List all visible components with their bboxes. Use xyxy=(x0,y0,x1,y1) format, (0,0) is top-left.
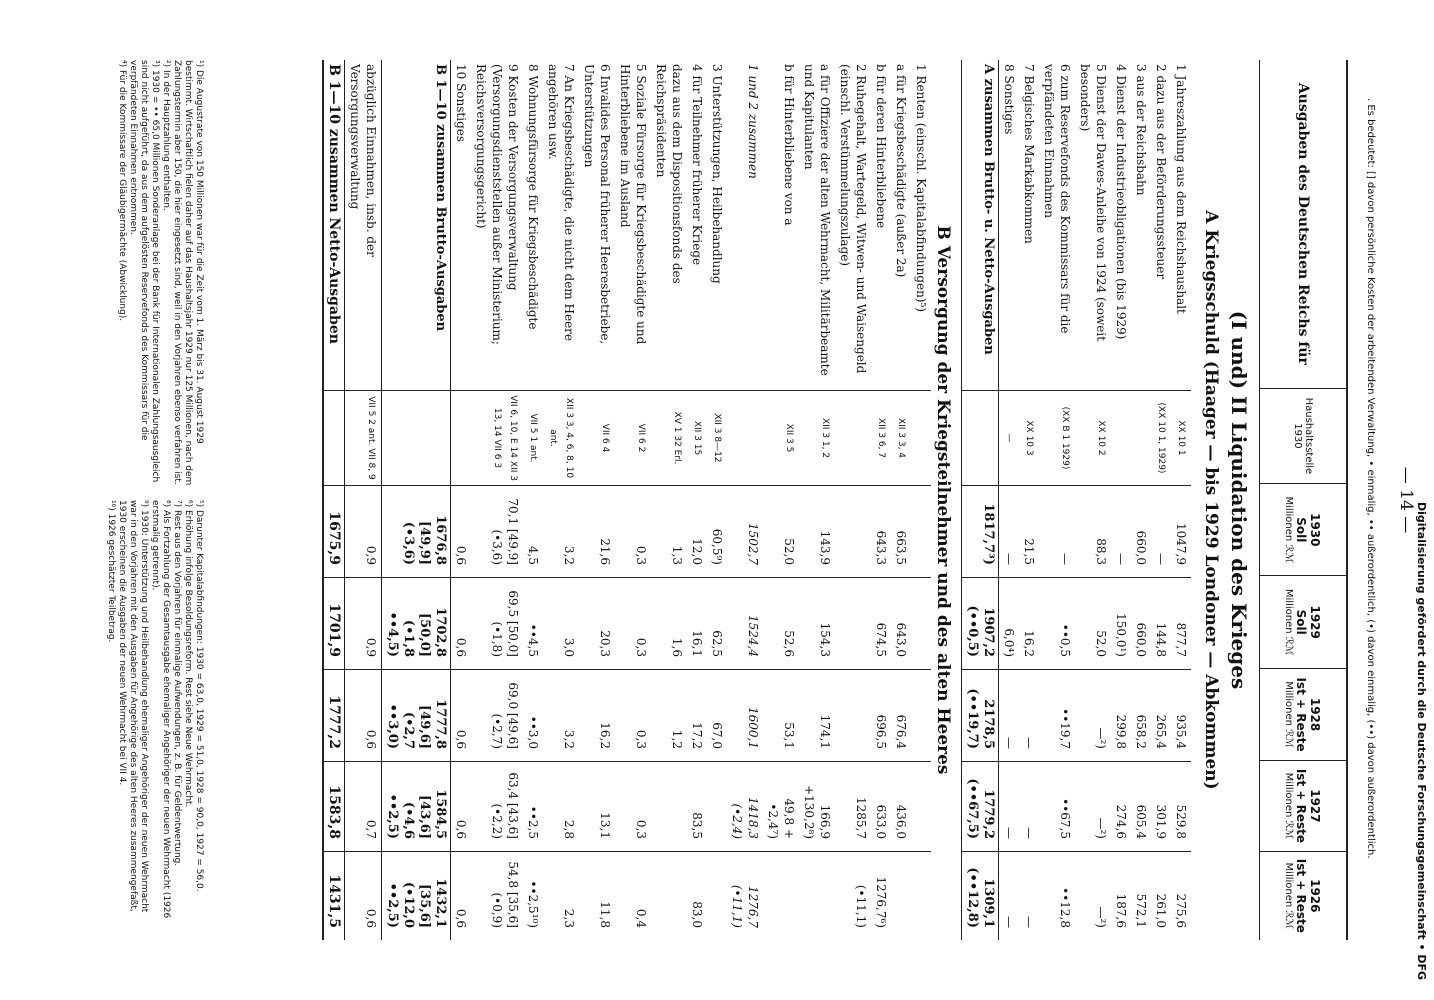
header-haushaltsstelle: Haushaltsstelle 1930 xyxy=(1260,388,1346,483)
row-value: — xyxy=(1151,485,1171,577)
row-label: B 1—10 zusammen Netto-Ausgaben xyxy=(326,64,342,344)
row-haushaltsstelle: XII 3 3, 4, 6, 8, 10 ant. xyxy=(543,390,579,485)
row-value: 1907,2 (••0,5) xyxy=(962,577,998,669)
row-label: a für Offiziere der alten Wehrmacht, Militärbeamte und Kapitulanten xyxy=(802,64,832,376)
row-value: 174,1 xyxy=(799,669,835,761)
row-label: 6 zum Reservefonds des Kommissars für die verpfändeten Einnahmen xyxy=(1042,64,1072,334)
total-row xyxy=(961,60,999,940)
row-value: 11,8 xyxy=(579,851,615,940)
row-value: ••19,7 xyxy=(1039,669,1075,761)
row-value: 166,9 +130,2⁸) xyxy=(799,761,835,851)
row-haushaltsstelle: XX 10 2 xyxy=(1075,390,1111,485)
footnote: ¹⁰) 1926 geschätzter Teilbetrag. xyxy=(106,500,116,643)
row-label: 4 für Teilnehmer früherer Kriege xyxy=(690,64,704,266)
table-row xyxy=(1131,60,1151,940)
row-value: 187,6 xyxy=(1111,851,1131,940)
row-value: 301,9 xyxy=(1151,761,1171,851)
row-label: 3 aus der Reichsbahn xyxy=(1134,64,1148,196)
row-value xyxy=(707,761,727,851)
row-value: 1047,9 xyxy=(1171,485,1191,577)
row-value: 1600,1 xyxy=(727,669,763,761)
row-value: ••0,5 xyxy=(1039,577,1075,669)
row-value: 49,8 + •2,4⁷) xyxy=(763,761,799,851)
row-value: 935,4 xyxy=(1171,669,1191,761)
row-value: 21,6 xyxy=(579,485,615,577)
row-value: 274,6 xyxy=(1111,761,1131,851)
row-value: 660,0 xyxy=(1131,577,1151,669)
footnote: ⁸) Als Fortzahlung der Gesamtausgabe ehemaliger Angehöriger der neuen Wehrmacht (1926 erstmalig getrennt). xyxy=(150,500,171,919)
row-value: 1702,8 [50,0] (•1,8 ••4,5) xyxy=(382,577,450,669)
row-haushaltsstelle: XX 10 3 xyxy=(1019,390,1039,485)
table-row xyxy=(871,60,891,940)
table-row xyxy=(471,60,523,940)
row-label: 6 Invalides Personal früherer Heeresbetriebe, Unterstützungen xyxy=(582,64,612,345)
row-value xyxy=(799,851,835,940)
row-label: 2 Ruhegehalt, Wartegeld, Witwen- und Waisengeld (einschl. Verstümmelungszulage) xyxy=(838,64,868,374)
row-value: 12,0 xyxy=(687,485,707,577)
row-haushaltsstelle xyxy=(1111,390,1131,485)
row-value: 17,2 xyxy=(687,669,707,761)
header-label: Ausgaben des Deutschen Reichs für xyxy=(1295,82,1311,365)
table-row xyxy=(1171,60,1191,940)
table-row xyxy=(1075,60,1111,940)
row-value: 0,9 xyxy=(345,577,381,669)
row-label: 1 Renten (einschl. Kapitalabfindungen)⁵) xyxy=(914,64,928,313)
footnote: ⁵) Darunter Kapitalabfindungen: 1930 = 63,0, 1929 = 51,0, 1928 = 90,0, 1927 = 56,0. xyxy=(194,500,204,892)
row-value xyxy=(707,851,727,940)
row-value: 13,1 xyxy=(579,761,615,851)
netto-row xyxy=(324,60,345,940)
table-row xyxy=(799,60,835,940)
page-number: — 14 — xyxy=(1396,466,1416,534)
section-title: (I und) II Liquidation des Krieges xyxy=(1227,310,1251,690)
row-value: 1817,7³) xyxy=(962,485,998,577)
table-row xyxy=(615,60,651,940)
table-row xyxy=(1019,60,1039,940)
table-row xyxy=(523,60,543,940)
row-label: A zusammen Brutto- u. Netto-Ausgaben xyxy=(981,64,996,355)
row-value: —²) xyxy=(1075,761,1111,851)
sidebar xyxy=(1402,0,1428,1000)
expenditure-table xyxy=(322,60,1348,940)
row-label: 3 Unterstützungen, Heilbehandlung xyxy=(710,64,724,284)
row-value: ••2,5¹⁰) xyxy=(523,851,543,940)
row-value: 1276,7⁶) xyxy=(871,851,891,940)
header-year-1927: 1927 Ist + Reste Millionen ℛℳ xyxy=(1260,760,1346,850)
row-value: — xyxy=(1019,761,1039,851)
row-value: 1432,1 [35,6] (•12,0 ••2,5) xyxy=(382,851,450,940)
row-value: 605,4 xyxy=(1131,761,1151,851)
row-value: 52,0 xyxy=(1075,577,1111,669)
row-haushaltsstelle: XII 3 5 xyxy=(763,390,799,485)
row-value: 154,3 xyxy=(799,577,835,669)
row-value: 1779,2 (••67,5) xyxy=(962,761,998,851)
row-haushaltsstelle: VII 6 2 xyxy=(615,390,651,485)
row-value: 1524,4 xyxy=(727,577,763,669)
row-value: 1431,5 xyxy=(324,851,344,940)
footnote: ³) 1930 = •• 65,0 Millionen Sonderanlage bei der Bank für Internationalen Zahlungsausgleich sind nicht aufgeführt, da aus dem aufgelösten Reservefonds des Kommissars für die verpfändeten Einnahmen entnommen. xyxy=(128,60,160,483)
row-value: 1309,1 (••12,8) xyxy=(962,851,998,940)
section-b-title: B Versorgung der Kriegsteilnehmer und des alten Heeres xyxy=(933,225,953,775)
row-value: 53,1 xyxy=(763,669,799,761)
row-value: 1676,8 [49,9] (•3,6) xyxy=(382,485,450,577)
header-year-1928: 1928 Ist + Reste Millionen ℛℳ xyxy=(1260,668,1346,760)
row-value: 1502,7 xyxy=(727,485,763,577)
row-value: 0,6 xyxy=(451,851,471,940)
row-value: 3,2 xyxy=(543,485,579,577)
brutto-row xyxy=(381,60,451,940)
row-haushaltsstelle: — xyxy=(999,390,1019,485)
row-value: 3,0 xyxy=(543,577,579,669)
row-value: 696,5 xyxy=(871,669,891,761)
row-value: 676,4 xyxy=(891,669,911,761)
row-value: 52,0 xyxy=(763,485,799,577)
row-haushaltsstelle xyxy=(382,390,450,485)
row-value: 633,0 xyxy=(871,761,891,851)
footnotes-right xyxy=(105,500,204,940)
row-haushaltsstelle xyxy=(727,390,763,485)
row-value: 16,2 xyxy=(1019,577,1039,669)
section-b-rows xyxy=(324,60,931,940)
table-row xyxy=(1039,60,1075,940)
row-value xyxy=(835,577,871,669)
row-haushaltsstelle: XX 10 1 xyxy=(1171,390,1191,485)
row-value: 1675,9 xyxy=(324,485,344,577)
table-header xyxy=(1259,60,1346,940)
section-a-rows xyxy=(961,60,1191,940)
row-label: 5 Soziale Fürsorge für Kriegsbeschädigte und Hinterbliebene im Ausland xyxy=(618,64,648,345)
row-haushaltsstelle: XII 3 15 xyxy=(687,390,707,485)
row-value: 67,0 xyxy=(707,669,727,761)
row-value: 1276,7 (•11,1) xyxy=(727,851,763,940)
row-value: 265,4 xyxy=(1151,669,1171,761)
row-value: 1584,5 [43,6] (•4,6 ••2,5) xyxy=(382,761,450,851)
row-value: 16,1 xyxy=(687,577,707,669)
table-row xyxy=(451,60,471,940)
row-value: 0,9 xyxy=(345,485,381,577)
row-value: 572,1 xyxy=(1131,851,1151,940)
table-row xyxy=(579,60,615,940)
row-value: 1701,9 xyxy=(324,577,344,669)
dfg-credit: Digitalisierung gefördert durch die Deutsche Forschungsgemeinschaft • DFG xyxy=(1415,501,1428,980)
table-row xyxy=(707,60,727,940)
row-value: ••4,5 xyxy=(523,577,543,669)
row-haushaltsstelle: VII 6, 10, E 14 XII 3 13, 14 VII 6 3 xyxy=(471,390,523,485)
row-value: 643,0 xyxy=(891,577,911,669)
row-value: 16,2 xyxy=(579,669,615,761)
row-value: 643,3 xyxy=(871,485,891,577)
row-haushaltsstelle: XV 1 32 Erl. xyxy=(651,390,687,485)
row-value: 0,3 xyxy=(615,485,651,577)
row-label: 7 An Kriegsbeschädigte, die nicht dem Heere angehören usw. xyxy=(546,64,576,342)
row-value: 1,2 xyxy=(651,669,687,761)
row-haushaltsstelle: XII 3 1, 2 xyxy=(799,390,835,485)
row-value: 663,5 xyxy=(891,485,911,577)
row-value: —²) xyxy=(1075,669,1111,761)
row-value: 143,9 xyxy=(799,485,835,577)
row-label: 1 Jahreszahlung aus dem Reichshaushalt xyxy=(1174,64,1188,314)
row-label: 4 Dienst der Industrieobligationen (bis 1929) xyxy=(1114,64,1128,340)
row-value: — xyxy=(999,761,1019,851)
footnote: ⁴) Für die Kommissare der Gläubigermächte (Abwicklung). xyxy=(117,60,127,322)
table-row xyxy=(911,60,931,940)
row-value: — xyxy=(999,669,1019,761)
row-value: 261,0 xyxy=(1151,851,1171,940)
legend: . Es bedeutet: [] davon persönliche Kosten der arbeitenden Verwaltung, • einmalig, •• außerordentlich, (•) davon einmalig, (••) davon außerordentlich. xyxy=(1365,98,1376,859)
row-value: 54,8 [35,6] (•0,9) xyxy=(471,851,523,940)
row-label: 1 und 2 zusammen xyxy=(746,64,760,179)
row-value: 20,3 xyxy=(579,577,615,669)
row-value: ••12,8 xyxy=(1039,851,1075,940)
row-value: 70,1 [49,9] (•3,6) xyxy=(471,485,523,577)
subtotal-row xyxy=(727,60,763,940)
row-haushaltsstelle xyxy=(451,390,471,485)
row-haushaltsstelle: VII 5 1 ant. xyxy=(523,390,543,485)
row-value: 62,5 xyxy=(707,577,727,669)
row-value xyxy=(911,669,931,761)
row-value: 2,8 xyxy=(543,761,579,851)
row-value: 436,0 xyxy=(891,761,911,851)
table-row xyxy=(999,60,1019,940)
row-label: 5 Dienst der Dawes-Anleihe von 1924 (soweit besonders) xyxy=(1078,64,1108,342)
row-haushaltsstelle xyxy=(911,390,931,485)
row-value: 0,6 xyxy=(451,485,471,577)
row-label: 8 Wohnungsfürsorge für Kriegsbeschädigte xyxy=(526,64,540,330)
row-value: 1583,8 xyxy=(324,761,344,851)
table-row xyxy=(1111,60,1131,940)
row-label: B 1—10 zusammen Brutto-Ausgaben xyxy=(433,64,448,332)
row-label: 9 Kosten der Versorgungsverwaltung (Versorgungsdienststellen außer Ministerium; Reichsversorgungsgericht) xyxy=(474,64,520,345)
row-value: 52,6 xyxy=(763,577,799,669)
row-value: 529,8 xyxy=(1171,761,1191,851)
row-value xyxy=(835,485,871,577)
row-value: 2178,5 (••19,7) xyxy=(962,669,998,761)
row-value: (•11,1) xyxy=(835,851,871,940)
row-value: — xyxy=(1019,851,1039,940)
row-label: 10 Sonstiges xyxy=(454,64,468,143)
row-value: 3,2 xyxy=(543,669,579,761)
row-value: 63,4 [43,6] (•2,2) xyxy=(471,761,523,851)
row-haushaltsstelle: (XX B 1 1929) xyxy=(1039,390,1075,485)
row-value: ••3,0 xyxy=(523,669,543,761)
header-year-1930: 1930 Soll Millionen ℛℳ xyxy=(1260,483,1346,575)
row-value: 83,5 xyxy=(687,761,707,851)
table-row xyxy=(543,60,579,940)
row-value: 299,8 xyxy=(1111,669,1131,761)
row-haushaltsstelle: VII 5 2 ant. VII 8, 9 xyxy=(345,390,381,485)
row-value: 1418,3 (•2,4) xyxy=(727,761,763,851)
row-value: 0,6 xyxy=(451,761,471,851)
row-value: 0,4 xyxy=(615,851,651,940)
row-value: 69,5 [50,0] (•1,8) xyxy=(471,577,523,669)
row-value: 275,6 xyxy=(1171,851,1191,940)
footnote: ¹) Die Augustrate von 150 Millionen war für die Zeit vom 1. März bis 31. August 1929 bestimmt. Wirtschaftlich fielen daher auf das Haushaltsjahr 1929 nur 125 Millionen, nach dem Zahlungstermin aber 150, die hier eingesetzt sind, weil in den Vorjahren ebenso verfahren ist. xyxy=(172,60,204,486)
table-row xyxy=(687,60,707,940)
row-value: 83,0 xyxy=(687,851,707,940)
row-value: 150,0¹) xyxy=(1111,577,1131,669)
row-value xyxy=(835,669,871,761)
row-value: 658,2 xyxy=(1131,669,1151,761)
footnote: ⁶) Erhöhung infolge Besoldungsreform. Rest siehe Neue Wehrmacht. xyxy=(183,500,193,808)
header-year-1926: 1926 Ist + Reste Millionen ℛℳ xyxy=(1260,851,1346,940)
row-label: a für Kriegsbeschädigte (außer 2a) xyxy=(894,64,908,278)
row-label: 2 dazu aus der Beförderungssteuer xyxy=(1154,64,1168,280)
row-value xyxy=(651,761,687,851)
row-value: 0,6 xyxy=(451,577,471,669)
row-value: 1777,8 [49,6] (•2,7 ••3,0) xyxy=(382,669,450,761)
row-haushaltsstelle xyxy=(962,390,998,485)
row-value: 144,8 xyxy=(1151,577,1171,669)
row-value: 21,5 xyxy=(1019,485,1039,577)
row-label: b für Hinterbliebene von a xyxy=(782,64,796,226)
row-haushaltsstelle xyxy=(1131,390,1151,485)
row-value: 674,5 xyxy=(871,577,891,669)
row-value: 0,6 xyxy=(345,851,381,940)
deduction-row xyxy=(345,60,381,940)
table-row xyxy=(763,60,799,940)
section-a-title: A Kriegsschuld (Haager — bis 1929 Londoner — Abkommen) xyxy=(1201,210,1221,790)
row-value xyxy=(911,577,931,669)
footnote: ⁷) Rest aus den Vorjahren für einmalige Aufwendungen, z. B. für Geldentwertung. xyxy=(172,500,182,867)
row-value: — xyxy=(999,485,1019,577)
table-row xyxy=(1151,60,1171,940)
row-value xyxy=(651,851,687,940)
row-haushaltsstelle xyxy=(835,390,871,485)
row-value: 877,7 xyxy=(1171,577,1191,669)
row-value xyxy=(911,761,931,851)
row-value: —²) xyxy=(1075,851,1111,940)
row-value xyxy=(911,851,931,940)
footnotes xyxy=(105,60,204,940)
row-value: 1,6 xyxy=(651,577,687,669)
row-value: — xyxy=(1039,485,1075,577)
row-label: 7 Belgisches Markabkommen xyxy=(1022,64,1036,244)
row-value: 0,3 xyxy=(615,669,651,761)
row-value: 4,5 xyxy=(523,485,543,577)
footnote: ⁹) 1930: Unterstützung und Heilbehandlung ehemaliger Angehöriger der neuen Wehrmacht war in den Vorjahren mit den Ausgaben für Angehörige des alten Heeres zusammengefaßt, 1930 erscheinen die Ausgaben der neuen Wehrmacht bei VII 4. xyxy=(117,500,149,913)
row-value: ••2,5 xyxy=(523,761,543,851)
row-haushaltsstelle: XII 3 8—12 xyxy=(707,390,727,485)
row-value xyxy=(911,485,931,577)
row-haushaltsstelle: XII 3 6, 7 xyxy=(871,390,891,485)
row-haushaltsstelle: (XX 10 1, 1929) xyxy=(1151,390,1171,485)
row-haushaltsstelle: VII 6 4 xyxy=(579,390,615,485)
row-value: 0,3 xyxy=(615,761,651,851)
row-value: 1,3 xyxy=(651,485,687,577)
row-value: 2,3 xyxy=(543,851,579,940)
header-year-1929: 1929 Soll Millionen ℛℳ xyxy=(1260,575,1346,667)
row-value: 0,3 xyxy=(615,577,651,669)
row-value: 0,6 xyxy=(345,669,381,761)
row-value: 1777,2 xyxy=(324,669,344,761)
row-value: 88,3 xyxy=(1075,485,1111,577)
row-value: 60,5⁹) xyxy=(707,485,727,577)
row-value xyxy=(763,851,799,940)
row-value: 0,7 xyxy=(345,761,381,851)
row-value: 1285,7 xyxy=(835,761,871,851)
row-haushaltsstelle: XII 3 3, 4 xyxy=(891,390,911,485)
row-label: 8 Sonstiges xyxy=(1002,64,1016,135)
row-value: 660,0 xyxy=(1131,485,1151,577)
table-row xyxy=(835,60,871,940)
row-value: 0,6 xyxy=(451,669,471,761)
footnotes-left xyxy=(105,60,204,500)
row-value xyxy=(891,851,911,940)
row-value: ••67,5 xyxy=(1039,761,1075,851)
row-value: — xyxy=(1019,669,1039,761)
row-haushaltsstelle xyxy=(324,390,344,485)
row-value: — xyxy=(1111,485,1131,577)
row-label: dazu aus dem Dispositionsfonds des Reichspräsidenten xyxy=(654,64,684,284)
row-value: 69,0 [49,6] (•2,7) xyxy=(471,669,523,761)
table-row xyxy=(891,60,911,940)
row-label: abzüglich Einnahmen, insb. der Versorgungsverwaltung xyxy=(348,64,378,257)
row-value: — xyxy=(999,851,1019,940)
footnote: ²) In der Hauptzahlung enthalten. xyxy=(161,60,171,211)
table-row xyxy=(651,60,687,940)
row-label: b für deren Hinterbliebene xyxy=(874,64,888,229)
row-value: 6,0⁴) xyxy=(999,577,1019,669)
